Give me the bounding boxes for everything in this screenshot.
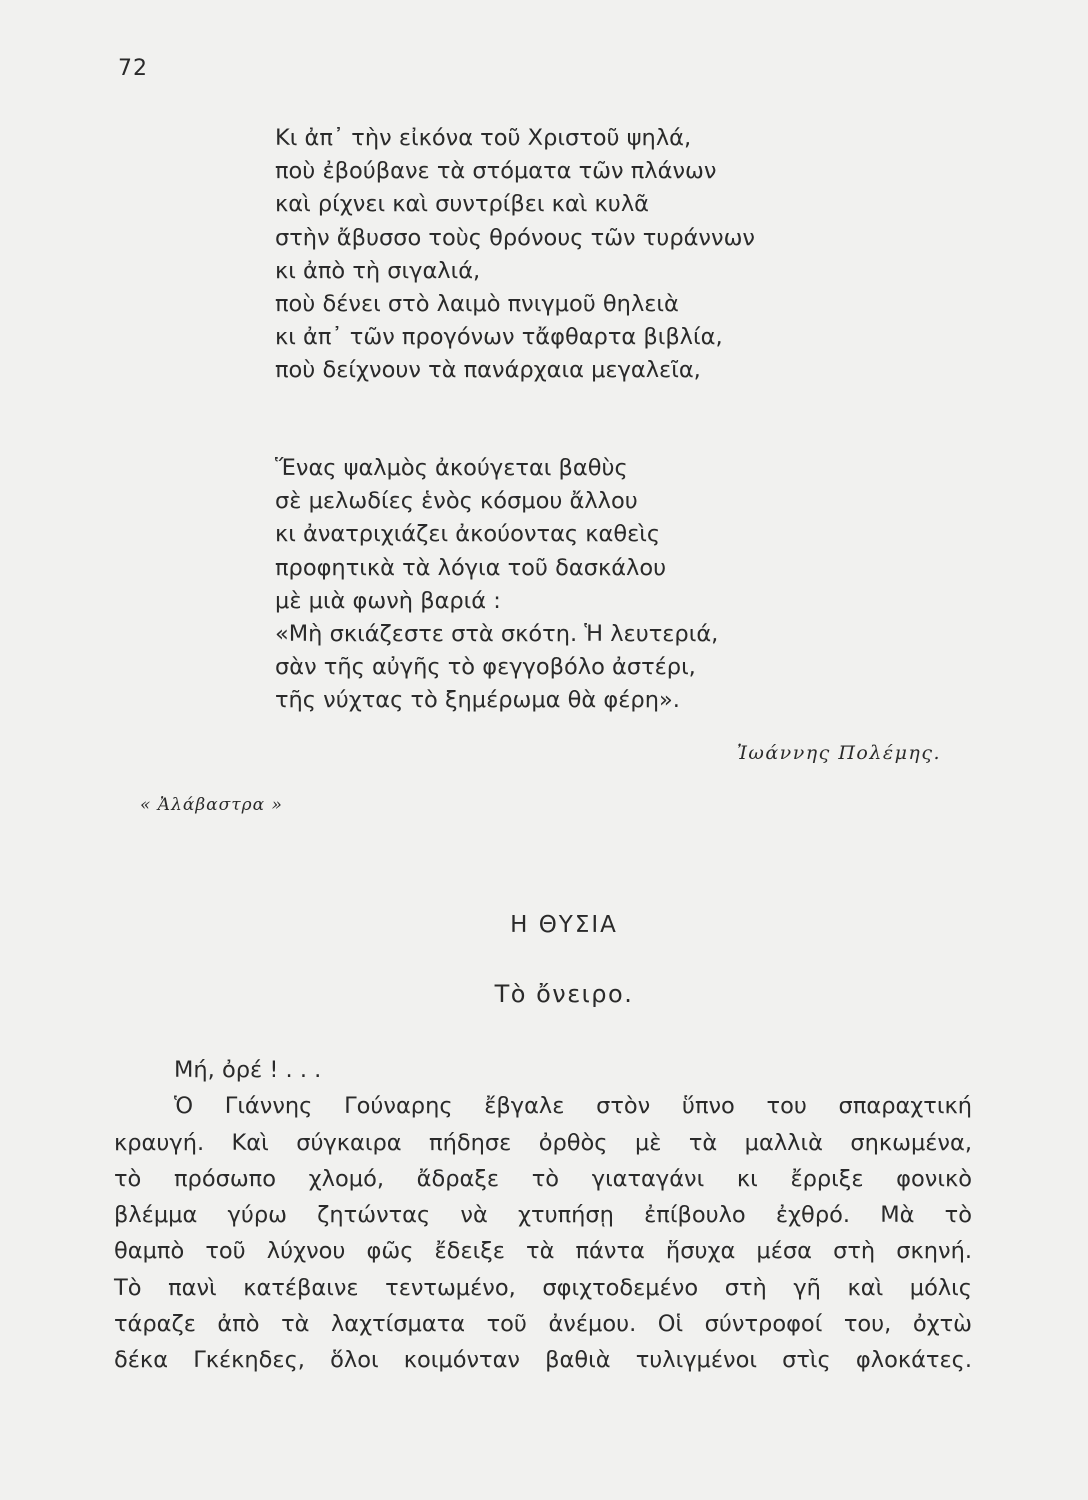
poem-source: « Ἀλάβαστρα » (140, 795, 283, 815)
story-line: κραυγή. Καὶ σύγκαιρα πήδησε ὀρθὸς μὲ τὰ μαλλιὰ σηκωμένα, (114, 1129, 972, 1156)
poem-line: κι ἀνατριχιάζει ἀκούοντας καθεὶς (275, 521, 661, 548)
poem-stanza-1 (275, 122, 755, 388)
poem-line: μὲ μιὰ φωνὴ βαριά : (275, 587, 501, 614)
story-line: Ὁ Γιάννης Γούναρης ἔβγαλε στὸν ὕπνο του σπαραχτική (174, 1093, 972, 1120)
story-text (114, 1052, 972, 1379)
story-line: τάραζε ἀπὸ τὰ λαχτίσματα τοῦ ἀνέμου. Οἱ σύντροφοί του, ὀχτὼ (114, 1311, 972, 1338)
poem-line: σὰν τῆς αὐγῆς τὸ φεγγοβόλο ἀστέρι, (275, 654, 696, 681)
poem-author-signature: Ἰωάννης Πολέμης. (736, 742, 941, 764)
story-line: Τὸ πανὶ κατέβαινε τεντωμένο, σφιχτοδεμένο στὴ γῆ καὶ μόλις (114, 1274, 972, 1301)
poem-stanza-2 (275, 452, 718, 718)
poem-line: καὶ ρίχνει καὶ συντρίβει καὶ κυλᾶ (275, 191, 649, 218)
poem-line: Κι ἀπ᾽ τὴν εἰκόνα τοῦ Χριστοῦ ψηλά, (275, 125, 692, 151)
story-line: θαμπὸ τοῦ λύχνου φῶς ἔδειξε τὰ πάντα ἥσυχα μέσα στὴ σκηνή. (114, 1238, 972, 1265)
section-title: Η ΘΥΣΙΑ (510, 912, 618, 938)
poem-line: προφητικὰ τὰ λόγια τοῦ δασκάλου (275, 554, 667, 581)
poem-line: σὲ μελωδίες ἑνὸς κόσμου ἄλλου (275, 488, 638, 515)
poem-line: κι ἀπὸ τὴ σιγαλιά, (275, 257, 481, 284)
story-line: τὸ πρόσωπο χλομό, ἄδραξε τὸ γιαταγάνι κι ἔρριξε φονικὸ (114, 1165, 972, 1192)
page-number: 72 (118, 56, 148, 81)
poem-line: Ἕνας ψαλμὸς ἀκούγεται βαθὺς (275, 455, 628, 481)
poem-line: τῆς νύχτας τὸ ξημέρωμα θὰ φέρη». (275, 687, 680, 714)
poem-line: ποὺ δένει στὸ λαιμὸ πνιγμοῦ θηλειὰ (275, 290, 679, 317)
section-subtitle: Τὸ ὄνειρο. (494, 980, 634, 1008)
story-line: βλέμμα γύρω ζητώντας νὰ χτυπήσῃ ἐπίβουλο ἐχθρό. Μὰ τὸ (114, 1202, 972, 1229)
poem-line: «Μὴ σκιάζεστε στὰ σκότη. Ἡ λευτεριά, (275, 620, 719, 647)
poem-line: ποὺ δείχνουν τὰ πανάρχαια μεγαλεῖα, (275, 357, 701, 384)
poem-line: κι ἀπ᾽ τῶν προγόνων τἄφθαρτα βιβλία, (275, 324, 723, 351)
poem-line: ποὺ ἐβούβανε τὰ στόματα τῶν πλάνων (275, 158, 717, 185)
poem-line: στὴν ἄβυσσο τοὺς θρόνους τῶν τυράννων (275, 224, 755, 251)
story-line: δέκα Γκέκηδες, ὅλοι κοιμόνταν βαθιὰ τυλιγμένοι στὶς φλοκάτες. (114, 1347, 972, 1374)
story-opening-line: Μή, ὀρέ ! . . . (174, 1057, 322, 1083)
